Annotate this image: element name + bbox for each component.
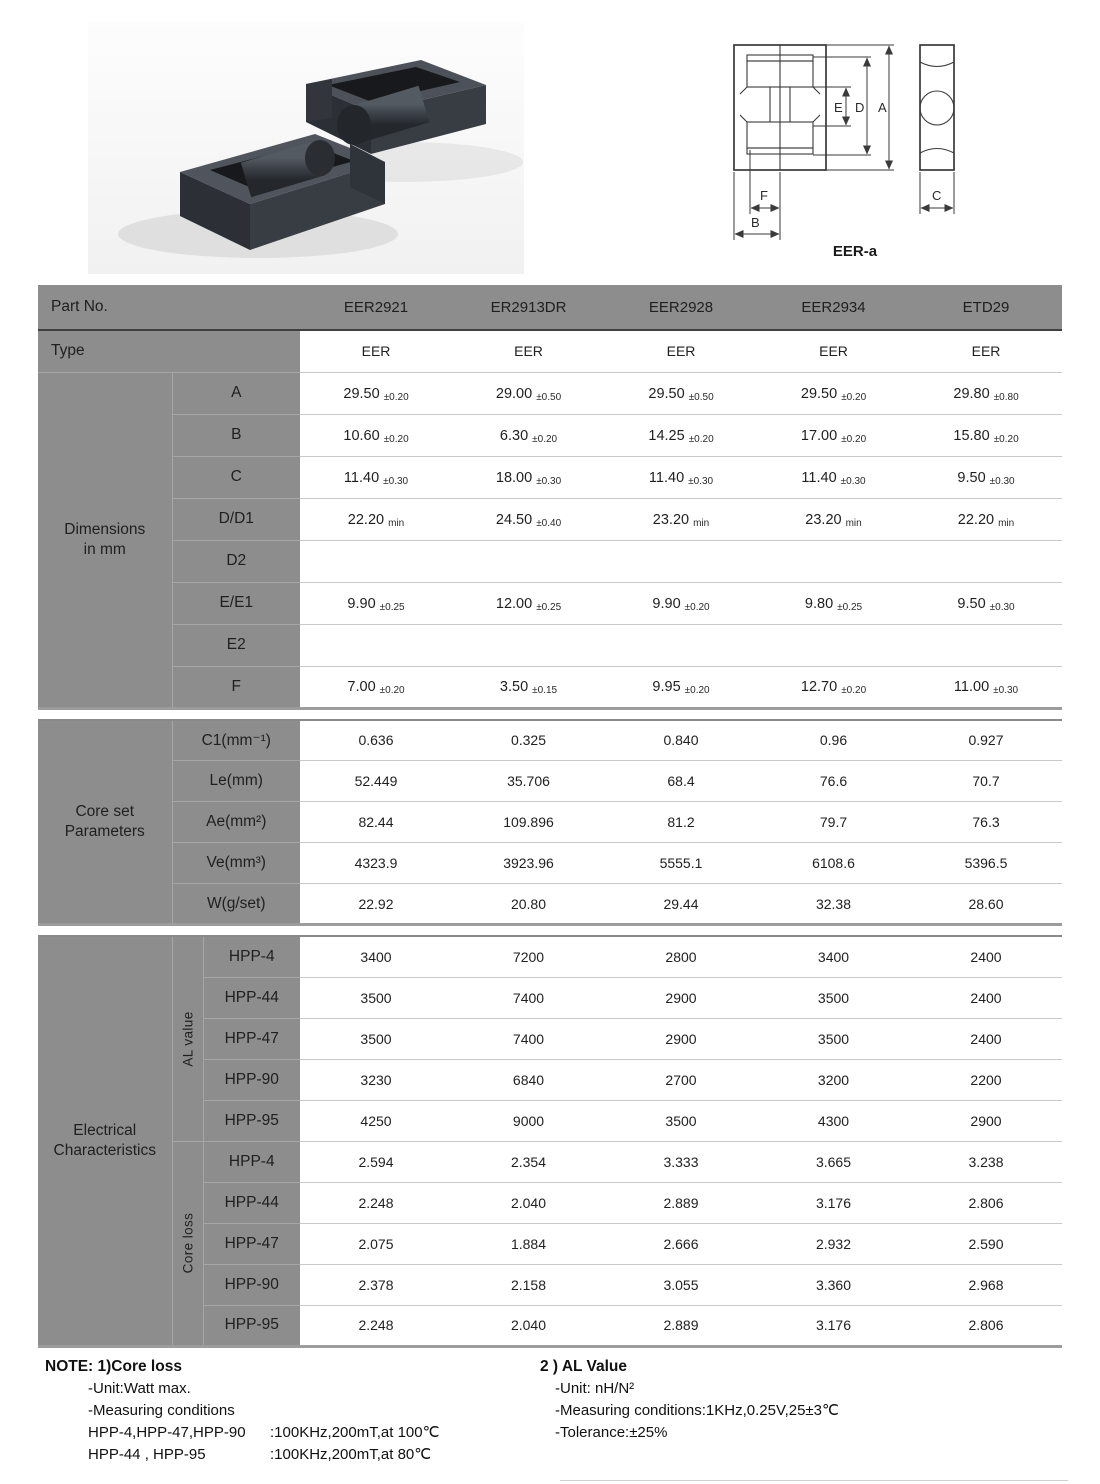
diagram-caption: EER-a	[832, 243, 878, 260]
param-value: 0.96	[757, 720, 910, 761]
note-line: -Unit: nH/N²	[555, 1380, 635, 1397]
dim-cell: 12.00 ±0.25	[452, 582, 605, 624]
dim-cell: 15.80 ±0.20	[910, 414, 1062, 456]
dim-cell: 11.40 ±0.30	[757, 456, 910, 498]
al-value: 2200	[910, 1059, 1062, 1100]
dim-label-d: D	[855, 100, 865, 115]
dim-cell: 18.00 ±0.30	[452, 456, 605, 498]
condition-materials: HPP-4,HPP-47,HPP-90	[88, 1424, 246, 1441]
part-number: EER2921	[300, 285, 452, 330]
dim-cell: 9.50 ±0.30	[910, 582, 1062, 624]
part-number: EER2934	[757, 285, 910, 330]
dim-cell-empty	[757, 540, 910, 582]
al-value: 3400	[757, 936, 910, 977]
dim-cell-empty	[757, 624, 910, 666]
param-label: Ae(mm²)	[172, 802, 300, 843]
loss-value: 2.666	[605, 1223, 757, 1264]
dim-cell: 29.50 ±0.20	[757, 372, 910, 414]
part-no-label: Part No.	[38, 285, 300, 330]
material-label: HPP-4	[203, 1141, 300, 1182]
param-value: 82.44	[300, 802, 452, 843]
param-value: 5555.1	[605, 843, 757, 884]
material-label: HPP-90	[203, 1059, 300, 1100]
condition-materials: HPP-44 , HPP-95	[88, 1446, 206, 1463]
type-value: EER	[605, 330, 757, 372]
al-value: 2400	[910, 936, 1062, 977]
dim-cell: 24.50 ±0.40	[452, 498, 605, 540]
note-condition	[88, 1422, 515, 1444]
param-value: 20.80	[452, 884, 605, 925]
dim-label: D/D1	[172, 498, 300, 540]
dim-cell-empty	[605, 540, 757, 582]
dim-row-c	[38, 456, 1062, 498]
al-value: 2900	[910, 1100, 1062, 1141]
param-value: 0.325	[452, 720, 605, 761]
loss-value: 2.354	[452, 1141, 605, 1182]
dim-cell: 9.90 ±0.25	[300, 582, 452, 624]
dim-row-dd1	[38, 498, 1062, 540]
param-value: 0.927	[910, 720, 1062, 761]
al-value: 3500	[757, 1018, 910, 1059]
param-value: 29.44	[605, 884, 757, 925]
dim-cell: 6.30 ±0.20	[452, 414, 605, 456]
loss-value: 3.176	[757, 1305, 910, 1346]
note-condition	[88, 1444, 515, 1466]
dim-cell: 9.90 ±0.20	[605, 582, 757, 624]
loss-value: 3.665	[757, 1141, 910, 1182]
dim-cell-empty	[910, 624, 1062, 666]
loss-value: 2.075	[300, 1223, 452, 1264]
next-table-top-edge	[560, 1480, 1068, 1481]
loss-value: 3.333	[605, 1141, 757, 1182]
dim-label: D2	[172, 540, 300, 582]
dim-cell-empty	[452, 624, 605, 666]
dim-cell-empty	[300, 540, 452, 582]
dim-cell-empty	[605, 624, 757, 666]
al-value: 4250	[300, 1100, 452, 1141]
type-row	[38, 330, 1062, 372]
dim-cell-empty	[452, 540, 605, 582]
dim-cell: 10.60 ±0.20	[300, 414, 452, 456]
param-value: 81.2	[605, 802, 757, 843]
dim-cell: 9.80 ±0.25	[757, 582, 910, 624]
al-value: 2400	[910, 1018, 1062, 1059]
loss-value: 2.158	[452, 1264, 605, 1305]
material-label: HPP-47	[203, 1018, 300, 1059]
param-value: 70.7	[910, 761, 1062, 802]
loss-value: 3.360	[757, 1264, 910, 1305]
core-set-table	[38, 719, 1062, 927]
loss-value: 2.889	[605, 1182, 757, 1223]
al-value: 3200	[757, 1059, 910, 1100]
dim-cell: 9.50 ±0.30	[910, 456, 1062, 498]
dim-row-b	[38, 414, 1062, 456]
param-value: 28.60	[910, 884, 1062, 925]
spec-tables	[38, 285, 1062, 1348]
al-value: 9000	[452, 1100, 605, 1141]
dim-cell: 11.00 ±0.30	[910, 666, 1062, 708]
material-label: HPP-90	[203, 1264, 300, 1305]
dim-row-f	[38, 666, 1062, 708]
al-value: 3500	[757, 977, 910, 1018]
param-label: W(g/set)	[172, 884, 300, 925]
param-value: 76.6	[757, 761, 910, 802]
note-core-loss-title: NOTE: 1)Core loss	[45, 1358, 182, 1375]
param-value: 68.4	[605, 761, 757, 802]
loss-value: 3.055	[605, 1264, 757, 1305]
al-value: 2900	[605, 977, 757, 1018]
loss-value: 2.590	[910, 1223, 1062, 1264]
dim-row-d2	[38, 540, 1062, 582]
param-label: Ve(mm³)	[172, 843, 300, 884]
core-3d-render	[88, 22, 524, 274]
loss-value: 2.806	[910, 1305, 1062, 1346]
dim-cell: 23.20 min	[605, 498, 757, 540]
note-line: -Unit:Watt max.	[88, 1380, 191, 1397]
material-label: HPP-4	[203, 936, 300, 977]
dim-row-a	[38, 372, 1062, 414]
dim-cell: 12.70 ±0.20	[757, 666, 910, 708]
dim-cell: 17.00 ±0.20	[757, 414, 910, 456]
dimension-diagram	[698, 22, 1078, 266]
note-line: -Measuring conditions:1KHz,0.25V,25±3℃	[555, 1402, 839, 1419]
param-value: 0.840	[605, 720, 757, 761]
loss-value: 2.248	[300, 1182, 452, 1223]
dim-label-f: F	[760, 188, 768, 203]
part-number: ETD29	[910, 285, 1062, 330]
al-value: 2700	[605, 1059, 757, 1100]
loss-value: 3.238	[910, 1141, 1062, 1182]
dimensions-table	[38, 285, 1062, 710]
material-label: HPP-95	[203, 1305, 300, 1346]
param-value: 52.449	[300, 761, 452, 802]
electrical-table	[38, 935, 1062, 1348]
core-3d-photo	[88, 22, 524, 274]
condition-value: :100KHz,200mT,at 80℃	[270, 1446, 432, 1463]
dim-cell: 7.00 ±0.20	[300, 666, 452, 708]
dim-cell: 23.20 min	[757, 498, 910, 540]
dim-cell: 22.20 min	[300, 498, 452, 540]
loss-value: 2.889	[605, 1305, 757, 1346]
dim-label: E/E1	[172, 582, 300, 624]
param-value: 3923.96	[452, 843, 605, 884]
type-value: EER	[452, 330, 605, 372]
type-value: EER	[757, 330, 910, 372]
dim-cell-empty	[300, 624, 452, 666]
loss-value: 3.176	[757, 1182, 910, 1223]
al-value: 3500	[605, 1100, 757, 1141]
param-value: 4323.9	[300, 843, 452, 884]
al-value: 7200	[452, 936, 605, 977]
part-no-row	[38, 285, 1062, 330]
al-value: 2800	[605, 936, 757, 977]
param-value: 109.896	[452, 802, 605, 843]
loss-value: 2.378	[300, 1264, 452, 1305]
dimension-drawing	[698, 22, 1078, 266]
param-label: Le(mm)	[172, 761, 300, 802]
param-label: C1(mm⁻¹)	[172, 720, 300, 761]
loss-value: 1.884	[452, 1223, 605, 1264]
part-number: EER2928	[605, 285, 757, 330]
loss-value: 2.968	[910, 1264, 1062, 1305]
al-value: 7400	[452, 977, 605, 1018]
loss-row	[38, 1141, 1062, 1182]
condition-value: :100KHz,200mT,at 100℃	[270, 1424, 440, 1441]
note-al-value	[540, 1356, 1060, 1444]
note-line: -Tolerance:±25%	[555, 1424, 668, 1441]
core-set-row	[38, 884, 1062, 925]
al-value: 7400	[452, 1018, 605, 1059]
loss-value: 2.040	[452, 1182, 605, 1223]
dim-cell: 29.80 ±0.80	[910, 372, 1062, 414]
param-value: 0.636	[300, 720, 452, 761]
dim-label: B	[172, 414, 300, 456]
al-value: 3230	[300, 1059, 452, 1100]
part-number: ER2913DR	[452, 285, 605, 330]
param-value: 35.706	[452, 761, 605, 802]
dim-cell: 11.40 ±0.30	[605, 456, 757, 498]
dim-cell: 3.50 ±0.15	[452, 666, 605, 708]
loss-value: 2.040	[452, 1305, 605, 1346]
type-value: EER	[910, 330, 1062, 372]
loss-value: 2.932	[757, 1223, 910, 1264]
note-core-loss	[45, 1356, 515, 1466]
param-value: 5396.5	[910, 843, 1062, 884]
core-loss-group-label: Core loss	[172, 1141, 203, 1346]
core-set-row	[38, 802, 1062, 843]
al-value: 3500	[300, 977, 452, 1018]
core-set-row	[38, 720, 1062, 761]
material-label: HPP-44	[203, 1182, 300, 1223]
dim-label-c: C	[932, 188, 942, 203]
note-line: -Measuring conditions	[88, 1402, 235, 1419]
al-value-group-label: AL value	[172, 936, 203, 1141]
dim-cell-empty	[910, 540, 1062, 582]
dimensions-group-label: Dimensions in mm	[38, 372, 172, 708]
core-set-row	[38, 761, 1062, 802]
dim-label-e: E	[834, 100, 843, 115]
core-set-group-label: Core set Parameters	[38, 720, 172, 925]
al-value: 2400	[910, 977, 1062, 1018]
al-row	[38, 936, 1062, 977]
al-value: 2900	[605, 1018, 757, 1059]
dim-label-b: B	[751, 215, 760, 230]
al-value: 4300	[757, 1100, 910, 1141]
material-label: HPP-44	[203, 977, 300, 1018]
loss-value: 2.594	[300, 1141, 452, 1182]
dim-cell: 29.00 ±0.50	[452, 372, 605, 414]
al-value: 3500	[300, 1018, 452, 1059]
param-value: 6108.6	[757, 843, 910, 884]
dim-cell: 22.20 min	[910, 498, 1062, 540]
dim-row-ee1	[38, 582, 1062, 624]
type-label: Type	[38, 330, 300, 372]
loss-value: 2.248	[300, 1305, 452, 1346]
dim-label: C	[172, 456, 300, 498]
param-value: 79.7	[757, 802, 910, 843]
material-label: HPP-95	[203, 1100, 300, 1141]
dim-cell: 9.95 ±0.20	[605, 666, 757, 708]
param-value: 76.3	[910, 802, 1062, 843]
electrical-group-label: Electrical Characteristics	[38, 936, 172, 1346]
param-value: 32.38	[757, 884, 910, 925]
param-value: 22.92	[300, 884, 452, 925]
dim-label-a: A	[878, 100, 887, 115]
material-label: HPP-47	[203, 1223, 300, 1264]
dim-cell: 11.40 ±0.30	[300, 456, 452, 498]
loss-value: 2.806	[910, 1182, 1062, 1223]
core-set-row	[38, 843, 1062, 884]
dim-label: A	[172, 372, 300, 414]
al-value: 3400	[300, 936, 452, 977]
dim-cell: 14.25 ±0.20	[605, 414, 757, 456]
note-al-value-title: 2 ) AL Value	[540, 1358, 628, 1375]
al-value: 6840	[452, 1059, 605, 1100]
dim-cell: 29.50 ±0.50	[605, 372, 757, 414]
dim-label: E2	[172, 624, 300, 666]
type-value: EER	[300, 330, 452, 372]
dim-cell: 29.50 ±0.20	[300, 372, 452, 414]
dim-row-e2	[38, 624, 1062, 666]
dim-label: F	[172, 666, 300, 708]
